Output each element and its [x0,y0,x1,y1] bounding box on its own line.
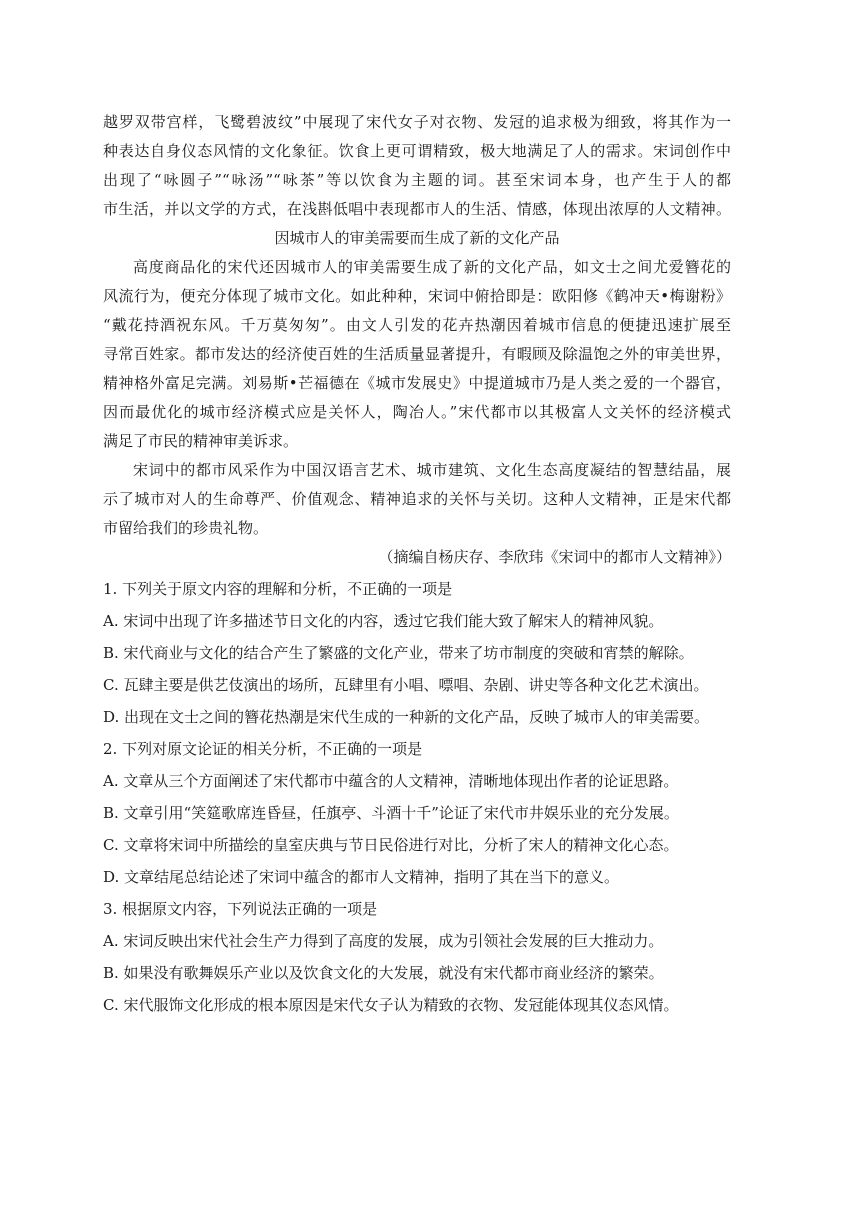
article-paragraph-3 [103,456,731,543]
text-line: 寻常百姓家。都市发达的经济使百姓的生活质量显著提升，有暇顾及除温饱之外的审美世界， [103,345,731,363]
answer-option: A. 宋词反映出宋代社会生产力得到了高度的发展，成为引领社会发展的巨大推动力。 [103,932,664,950]
text-line: 市留给我们的珍贵礼物。 [103,519,269,537]
text-line: 风流行为，便充分体现了城市文化。如此种种，宋词中俯拾即是：欧阳修《鹤冲天•梅谢粉》 [103,287,731,305]
answer-option: C. 文章将宋词中所描绘的皇室庆典与节日民俗进行对比，分析了宋人的精神文化心态。 [103,836,679,854]
text-line: 高度商品化的宋代还因城市人的审美需要生成了新的文化产品，如文士之间尤爱簪花的 [133,258,731,276]
answer-option: D. 文章结尾总结论述了宋词中蕴含的都市人文精神，指明了其在当下的意义。 [103,868,620,886]
answer-option: C. 瓦肆主要是供艺伎演出的场所，瓦肆里有小唱、嘌唱、杂剧、讲史等各种文化艺术演出。 [103,676,709,694]
text-line: 宋词中的都市风采作为中国汉语言艺术、城市建筑、文化生态高度凝结的智慧结晶，展 [133,461,731,479]
text-line: “戴花持酒祝东风。千万莫匆匆”。由文人引发的花卉热潮因着城市信息的便捷迅速扩展至 [103,316,731,334]
article-paragraph-2 [103,253,731,456]
source-citation: （摘编自杨庆存、李欣玮《宋词中的都市人文精神》） [378,548,731,566]
answer-option: A. 宋词中出现了许多描述节日文化的内容，透过它我们能大致了解宋人的精神风貌。 [103,612,664,630]
question-1 [103,574,731,732]
answer-option: A. 文章从三个方面阐述了宋代都市中蕴含的人文精神，清晰地体现出作者的论证思路。 [103,772,679,790]
text-line: 精神格外富足完满。刘易斯•芒福德在《城市发展史》中提道城市乃是人类之爱的一个器官， [103,374,731,392]
answer-option: C. 宋代服饰文化形成的根本原因是宋代女子认为精致的衣物、发冠能体现其仪态风情。 [103,996,679,1014]
text-line: 因而最优化的城市经济模式应是关怀人，陶冶人。”宋代都市以其极富人文关怀的经济模式 [103,403,731,421]
question-stem: 3. 根据原文内容，下列说法正确的一项是 [103,900,378,918]
text-line: 市生活，并以文学的方式，在浅斟低唱中表现都市人的生活、情感，体现出浓厚的人文精神。 [103,200,731,218]
question-2 [103,734,731,892]
answer-option: B. 如果没有歌舞娱乐产业以及饮食文化的大发展，就没有宋代都市商业经济的繁荣。 [103,964,664,982]
article-paragraph-1 [103,108,731,224]
document-page [103,108,731,1020]
question-stem: 2. 下列对原文论证的相关分析，不正确的一项是 [103,740,423,758]
section-subheading: 因城市人的审美需要而生成了新的文化产品 [274,229,560,247]
question-3 [103,894,731,1020]
text-line: 越罗双带宫样，飞鹭碧波纹”中展现了宋代女子对衣物、发冠的追求极为细致，将其作为一 [103,113,731,131]
text-line: 出现了“咏圆子”“咏汤”“咏茶”等以饮食为主题的词。甚至宋词本身，也产生于人的都 [103,171,731,189]
answer-option: B. 宋代商业与文化的结合产生了繁盛的文化产业，带来了坊市制度的突破和宵禁的解除。 [103,644,694,662]
text-line: 种表达自身仪态风情的文化象征。饮食上更可谓精致，极大地满足了人的需求。宋词创作中 [103,142,731,160]
answer-option: B. 文章引用“笑筵歌席连昏昼，任旗亭、斗酒十千”论证了宋代市井娱乐业的充分发展。 [103,804,679,822]
text-line: 示了城市对人的生命尊严、价值观念、精神追求的关怀与关切。这种人文精神，正是宋代都 [103,490,731,508]
question-stem: 1. 下列关于原文内容的理解和分析，不正确的一项是 [103,580,453,598]
answer-option: D. 出现在文士之间的簪花热潮是宋代生成的一种新的文化产品，反映了城市人的审美需要。 [103,708,710,726]
text-line: 满足了市民的精神审美诉求。 [103,432,299,450]
